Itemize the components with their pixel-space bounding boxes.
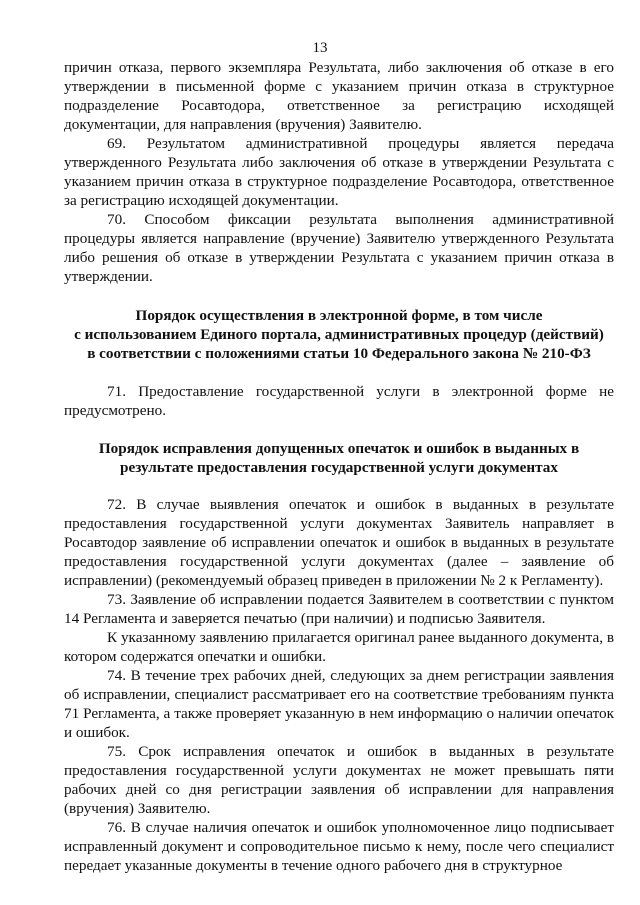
heading-line: результате предоставления государственной услуги документах — [120, 459, 558, 476]
paragraph-76: 76. В случае наличия опечаток и ошибок уполномоченное лицо подписывает исправленный документ и сопроводительное письмо к нему, после чего специалист передает указанные документы в течение одного рабочего дня в структурное — [64, 819, 614, 874]
paragraph-70: 70. Способом фиксации результата выполнения административной процедуры является направление (вручение) Заявителю утвержденного Результата либо решения об отказе в утверждении Результата с указанием причин отказа в утверждении. — [64, 211, 614, 285]
paragraph-73-attachment: К указанному заявлению прилагается оригинал ранее выданного документа, в котором содержатся опечатки и ошибки. — [64, 629, 614, 665]
paragraph-74: 74. В течение трех рабочих дней, следующих за днем регистрации заявления об исправлении, специалист рассматривает его на соответствие требованиям пункта 71 Регламента, а также проверяет указанную в нем информацию о наличии опечаток и ошибок. — [64, 667, 614, 741]
heading-line: Порядок исправления допущенных опечаток и ошибок в выданных в — [98, 440, 580, 457]
section-heading-electronic — [64, 306, 614, 363]
paragraph-72: 72. В случае выявления опечаток и ошибок в выданных в результате предоставления государственной услуги документах Заявитель направляет в Росавтодор заявление об исправлении опечаток и ошибок в выданных в результате предоставления государственной услуги документах (далее – заявление об исправлении) (рекомендуемый образец приведен в приложении № 2 к Регламенту). — [64, 496, 614, 589]
heading-line: Порядок осуществления в электронной форме, в том числе — [135, 307, 543, 324]
heading-line: с использованием Единого портала, административных процедур (действий) — [74, 326, 604, 343]
paragraph-73: 73. Заявление об исправлении подается Заявителем в соответствии с пунктом 14 Регламента и заверяется печатью (при наличии) и подписью Заявителя. — [64, 591, 614, 627]
heading-line: в соответствии с положениями статьи 10 Федерального закона № 210-ФЗ — [87, 345, 591, 362]
page-content — [64, 58, 614, 875]
paragraph-71: 71. Предоставление государственной услуги в электронной форме не предусмотрено. — [64, 383, 614, 419]
section-heading-corrections — [64, 439, 614, 477]
paragraph-75: 75. Срок исправления опечаток и ошибок в выданных в результате предоставления государственной услуги документах не может превышать пяти рабочих дней со дня регистрации заявления об исправлении для направления (вручения) Заявителю. — [64, 743, 614, 817]
page-number: 13 — [312, 40, 328, 56]
paragraph-69: 69. Результатом административной процедуры является передача утвержденного Результата либо заключения об отказе в утверждении Результата с указанием причин отказа в структурное подразделение Росавтодора, ответственное за регистрацию исходящей документации. — [64, 135, 614, 209]
paragraph-continued: причин отказа, первого экземпляра Результата, либо заключения об отказе в его утверждении в письменной форме с указанием причин отказа в структурное подразделение Росавтодора, ответственное за регистрацию исходящей документации, для направления (вручения) Заявителю. — [64, 59, 614, 133]
